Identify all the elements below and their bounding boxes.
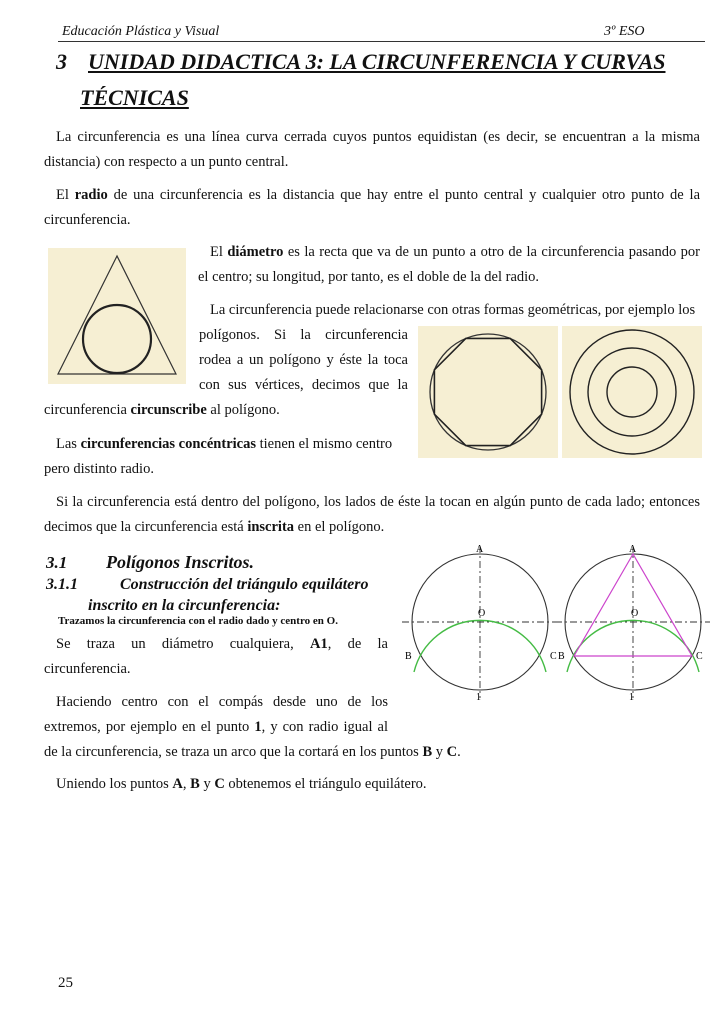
figure-concentric-circles — [562, 326, 702, 458]
paragraph-polygons-line4: con sus vértices, decimos que la — [199, 377, 408, 393]
svg-text:C: C — [696, 651, 703, 662]
subsection-number: 3.1.1 — [46, 576, 78, 593]
paragraph-radius: El radio de una circunferencia es la distancia que hay entre el punto central y cualquier otro punto de la circunferencia. — [44, 187, 701, 228]
paragraph-concentric: Las circunferencias concéntricas tienen el mismo centro — [56, 436, 393, 452]
step-2-line2: extremos, por ejemplo en el punto 1, y con radio igual al — [44, 719, 388, 735]
page-number: 25 — [58, 975, 73, 991]
title-number: 3 — [56, 49, 67, 74]
svg-text:C: C — [550, 651, 557, 662]
svg-text:A: A — [629, 544, 637, 555]
header-course: 3º ESO — [604, 24, 645, 39]
step-1: Se traza un diámetro cualquiera, A1, de la — [56, 636, 388, 652]
construction-step-1 — [402, 544, 560, 702]
section-number: 3.1 — [46, 553, 68, 572]
section-title: Polígonos Inscritos. — [106, 552, 255, 572]
figure-triangle-construction — [400, 542, 712, 702]
figure-inscribed-circle — [48, 248, 186, 384]
svg-text:1: 1 — [476, 692, 481, 702]
svg-text:O: O — [631, 608, 639, 619]
svg-text:O: O — [478, 608, 486, 619]
step-1-line2: circunferencia. — [44, 661, 131, 677]
subsection-title-line1: Construcción del triángulo equilátero — [120, 576, 369, 593]
step-2-line1: Haciendo centro con el compás desde uno de los — [56, 694, 388, 710]
paragraph-polygons-line5: circunferencia circunscribe al polígono. — [44, 402, 280, 418]
step-3: Uniendo los puntos A, B y C obtenemos el triángulo equilátero. — [56, 776, 427, 792]
svg-text:A: A — [476, 544, 484, 555]
header-divider — [58, 41, 705, 42]
svg-text:B: B — [405, 651, 412, 662]
paragraph-definition: La circunferencia es una línea curva cerrada cuyos puntos equidistan (es decir, se encuentran a la misma distancia) con respecto a un punto central. — [44, 129, 700, 170]
header-subject: Educación Plástica y Visual — [62, 24, 220, 39]
svg-text:B: B — [558, 651, 565, 662]
paragraph-polygons-line2: polígonos. Si la circunferencia — [199, 327, 408, 343]
subsection-title-line2: inscrito en la circunferencia: — [88, 597, 281, 614]
svg-text:1: 1 — [629, 692, 634, 702]
title-line2: TÉCNICAS — [80, 85, 189, 110]
step-2-line3: de la circunferencia, se traza un arco que la cortará en los puntos B y C. — [44, 744, 461, 760]
subsection-subtitle: Trazamos la circunferencia con el radio dado y centro en O. — [58, 615, 338, 627]
figure-circumscribed-octagon — [418, 326, 558, 458]
paragraph-diameter: El diámetro es la recta que va de un punto a otro de la circunferencia pasando por el centro; su longitud, por tanto, es el doble de la del radio. — [198, 244, 700, 285]
construction-step-2 — [555, 544, 710, 702]
paragraph-polygons-line3: rodea a un polígono y éste la toca — [199, 352, 408, 368]
paragraph-inscribed: Si la circunferencia está dentro del polígono, los lados de éste la tocan en algún punto de cada lado; entonces decimos que la circunferencia está inscrita en el polígono. — [44, 494, 700, 535]
paragraph-polygons-line1: La circunferencia puede relacionarse con otras formas geométricas, por ejemplo los — [210, 302, 696, 318]
paragraph-concentric-line2: pero distinto radio. — [44, 461, 154, 477]
title-line1: UNIDAD DIDACTICA 3: LA CIRCUNFERENCIA Y CURVAS — [88, 49, 666, 74]
